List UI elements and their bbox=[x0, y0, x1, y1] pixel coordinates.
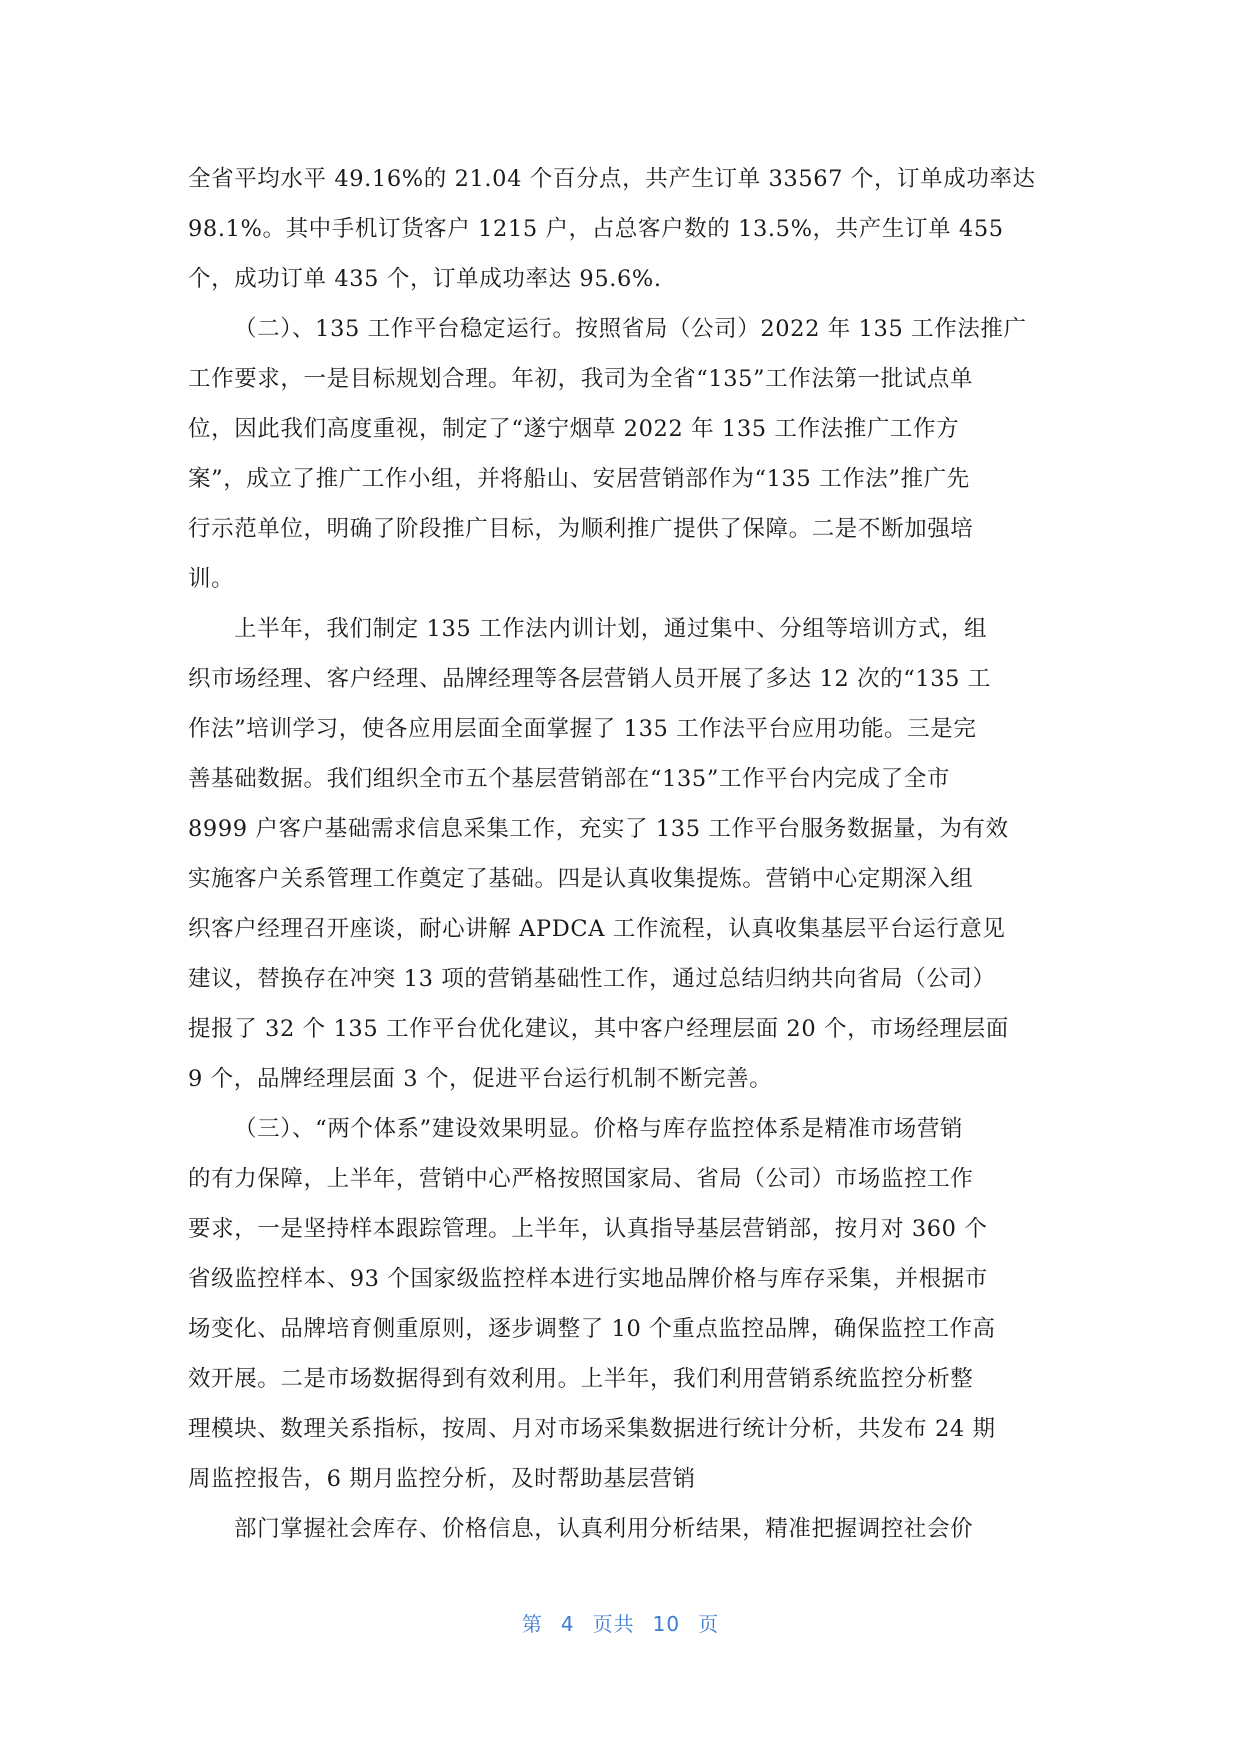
text-line: 建议，替换存在冲突 13 项的营销基础性工作，通过总结归纳共向省局（公司） bbox=[188, 966, 996, 992]
footer-suffix: 页 bbox=[698, 1612, 720, 1636]
text-line: 周监控报告，6 期月监控分析，及时帮助基层营销 bbox=[188, 1466, 696, 1492]
text-line: 实施客户关系管理工作奠定了基础。四是认真收集提炼。营销中心定期深入组 bbox=[188, 866, 974, 892]
text-line: 的有力保障，上半年，营销中心严格按照国家局、省局（公司）市场监控工作 bbox=[188, 1166, 974, 1192]
paragraph-start-line: （三）、“两个体系”建设效果明显。价格与库存监控体系是精准市场营销 bbox=[234, 1116, 964, 1142]
text-line: 位，因此我们高度重视，制定了“遂宁烟草 2022 年 135 工作法推广工作方 bbox=[188, 416, 960, 442]
body-text bbox=[188, 154, 1056, 1554]
text-line: 训。 bbox=[188, 566, 235, 592]
text-line: 98.1%。其中手机订货客户 1215 户，占总客户数的 13.5%，共产生订单 455 bbox=[188, 216, 1004, 242]
text-line: 善基础数据。我们组织全市五个基层营销部在“135”工作平台内完成了全市 bbox=[188, 766, 950, 792]
paragraph-start-line: （二）、135 工作平台稳定运行。按照省局（公司）2022 年 135 工作法推广 bbox=[234, 316, 1027, 342]
paragraph-start-line: 上半年，我们制定 135 工作法内训计划，通过集中、分组等培训方式，组 bbox=[234, 616, 988, 642]
current-page-number: 4 bbox=[560, 1612, 575, 1636]
text-line: 个，成功订单 435 个，订单成功率达 95.6%. bbox=[188, 266, 662, 292]
text-line: 9 个，品牌经理层面 3 个，促进平台运行机制不断完善。 bbox=[188, 1066, 773, 1092]
text-line: 效开展。二是市场数据得到有效利用。上半年，我们利用营销系统监控分析整 bbox=[188, 1366, 974, 1392]
paragraph-start-line: 部门掌握社会库存、价格信息，认真利用分析结果，精准把握调控社会价 bbox=[234, 1516, 974, 1542]
text-line: 场变化、品牌培育侧重原则，逐步调整了 10 个重点监控品牌，确保监控工作高 bbox=[188, 1316, 996, 1342]
text-line: 提报了 32 个 135 工作平台优化建议，其中客户经理层面 20 个，市场经理层面 bbox=[188, 1016, 1009, 1042]
text-line: 工作要求，一是目标规划合理。年初，我司为全省“135”工作法第一批试点单 bbox=[188, 366, 974, 392]
text-line: 理模块、数理关系指标，按周、月对市场采集数据进行统计分析，共发布 24 期 bbox=[188, 1416, 996, 1442]
text-line: 案”，成立了推广工作小组，并将船山、安居营销部作为“135 工作法”推广先 bbox=[188, 466, 970, 492]
text-line: 8999 户客户基础需求信息采集工作，充实了 135 工作平台服务数据量，为有效 bbox=[188, 816, 1009, 842]
text-line: 织市场经理、客户经理、品牌经理等各层营销人员开展了多达 12 次的“135 工 bbox=[188, 666, 991, 692]
footer-prefix: 第 bbox=[521, 1612, 543, 1636]
total-pages-number: 10 bbox=[652, 1612, 681, 1636]
page-footer bbox=[0, 1608, 1241, 1637]
text-line: 作法”培训学习，使各应用层面全面掌握了 135 工作法平台应用功能。三是完 bbox=[188, 716, 977, 742]
text-line: 省级监控样本、93 个国家级监控样本进行实地品牌价格与库存采集，并根据市 bbox=[188, 1266, 988, 1292]
text-line: 织客户经理召开座谈，耐心讲解 APDCA 工作流程，认真收集基层平台运行意见 bbox=[188, 916, 1006, 942]
text-line: 要求，一是坚持样本跟踪管理。上半年，认真指导基层营销部，按月对 360 个 bbox=[188, 1216, 988, 1242]
text-line: 行示范单位，明确了阶段推广目标，为顺利推广提供了保障。二是不断加强培 bbox=[188, 516, 974, 542]
text-line: 全省平均水平 49.16%的 21.04 个百分点，共产生订单 33567 个，订单成功率达 bbox=[188, 166, 1036, 192]
footer-middle: 页共 bbox=[592, 1612, 635, 1636]
